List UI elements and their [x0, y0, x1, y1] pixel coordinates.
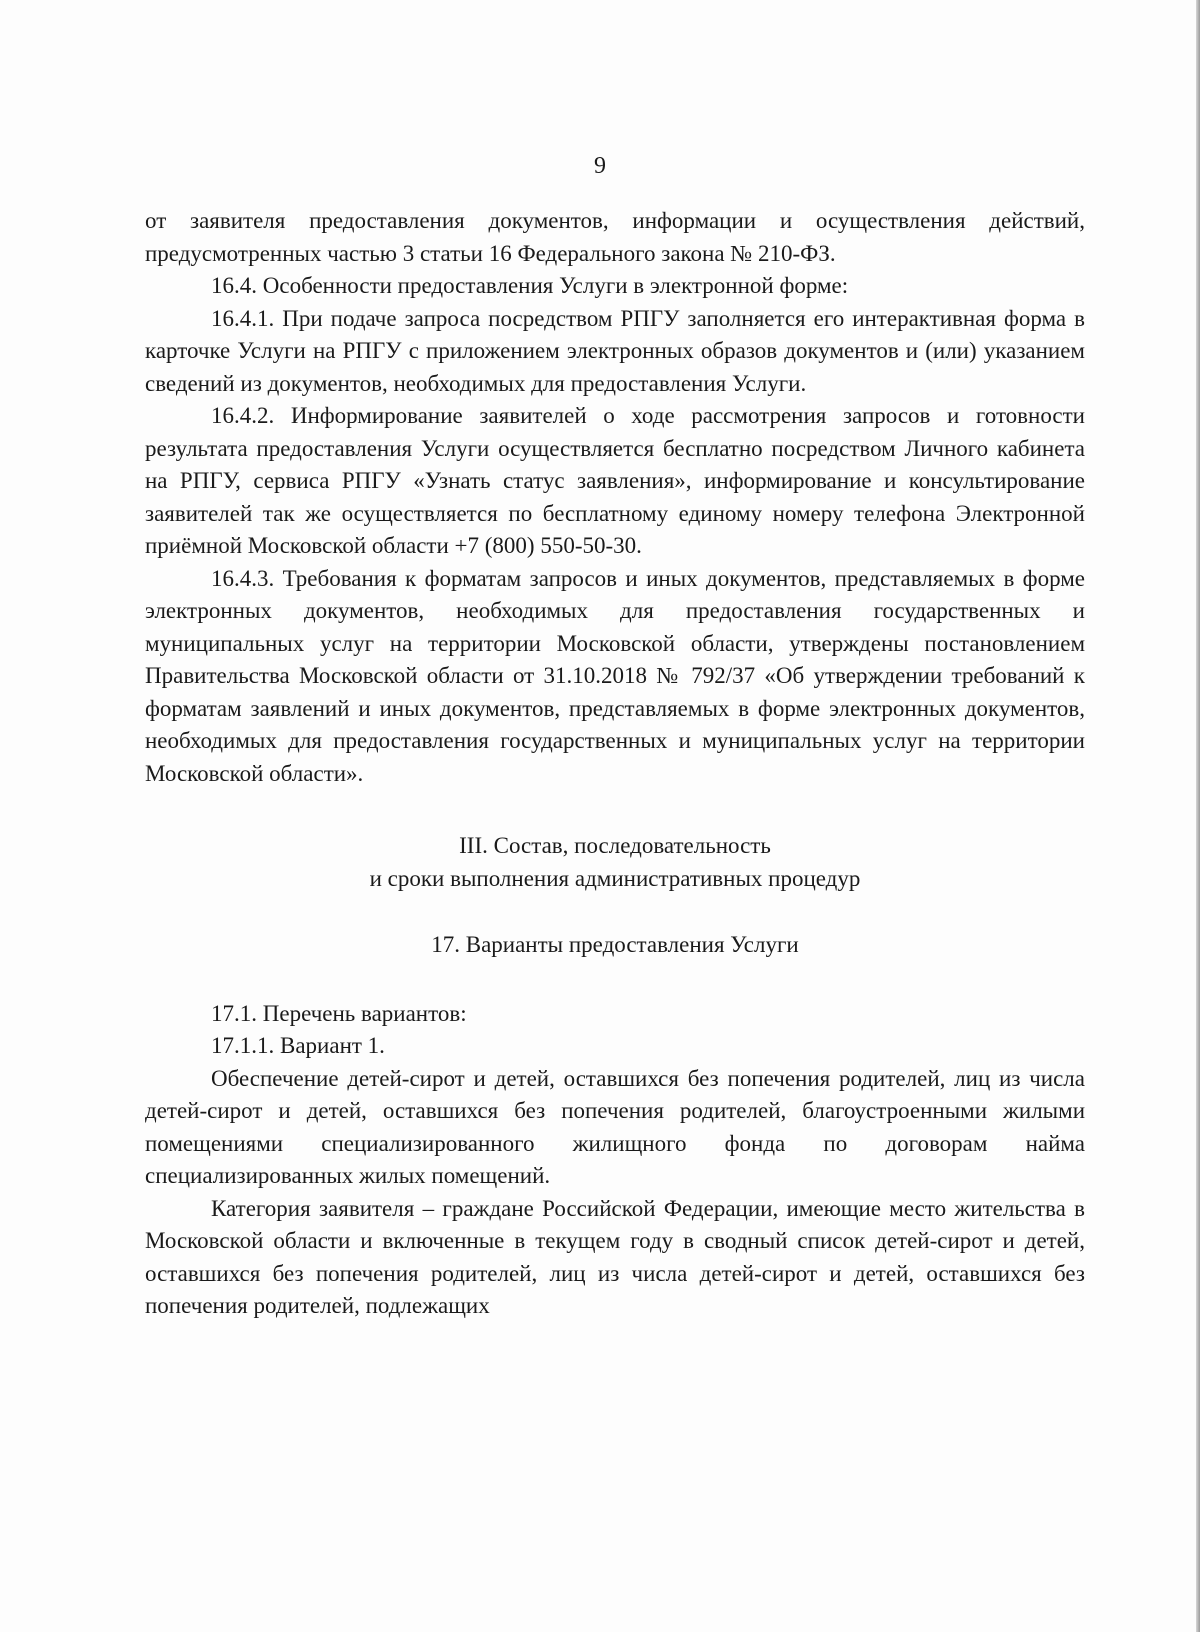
scan-edge-shadow	[1196, 0, 1200, 1632]
spacer	[145, 895, 1085, 929]
paragraph-continuation: от заявителя предоставления документов, информации и осуществления действий, предусмотренных частью 3 статьи 16 Федерального закона № 210-ФЗ.	[145, 208, 1085, 266]
paragraph-16-4-1: 16.4.1. При подаче запроса посредством РПГУ заполняется его интерактивная форма в карточке Услуги на РПГУ с приложением электронных образов документов и (или) указанием сведений из документов, необходимых для предоставления Услуги.	[145, 305, 1085, 396]
paragraph-variant-description: Обеспечение детей-сирот и детей, оставшихся без попечения родителей, лиц из числа детей-сирот и детей, оставшихся без попечения родителей, благоустроенными жилыми помещениями специализированного жилищного фонда по договорам найма специализированных жилых помещений.	[145, 1065, 1085, 1188]
spacer	[145, 790, 1085, 830]
paragraph-17-1: 17.1. Перечень вариантов:	[211, 1000, 467, 1026]
spacer	[145, 962, 1085, 998]
document-body	[145, 205, 1085, 1323]
paragraph-applicant-category: Категория заявителя – граждане Российской Федерации, имеющие место жительства в Московской области и включенные в текущем году в сводный список детей-сирот и детей, оставшихся без попечения родителей, лиц из числа детей-сирот и детей, оставшихся без попечения родителей, подлежащих	[145, 1195, 1085, 1318]
section-heading	[145, 830, 1085, 895]
section-heading-line-2: и сроки выполнения административных процедур	[369, 865, 861, 891]
subsection-heading: 17. Варианты предоставления Услуги	[431, 932, 799, 957]
section-heading-line-1: III. Состав, последовательность	[459, 833, 771, 858]
paragraph-17-1-1: 17.1.1. Вариант 1.	[211, 1033, 385, 1058]
page-number: 9	[594, 153, 606, 179]
paragraph-16-4: 16.4. Особенности предоставления Услуги в электронной форме:	[211, 273, 849, 298]
paragraph-16-4-2: 16.4.2. Информирование заявителей о ходе рассмотрения запросов и готовности результата предоставления Услуги осуществляется бесплатно посредством Личного кабинета на РПГУ, сервиса РПГУ «Узнать статус заявления», информирование и консультирование заявителей так же осуществляется по бесплатному единому номеру телефона Электронной приёмной Московской области +7 (800) 550-50-30.	[145, 403, 1085, 558]
paragraph-16-4-3: 16.4.3. Требования к форматам запросов и иных документов, представляемых в форме электронных документов, необходимых для предоставления государственных и муниципальных услуг на территории Московской области, утверждены постановлением Правительства Московской области от 31.10.2018 № 792/37 «Об утверждении требований к форматам заявлений и иных документов, представляемых в форме электронных документов, необходимых для предоставления государственных и муниципальных услуг на территории Московской области».	[145, 565, 1085, 786]
